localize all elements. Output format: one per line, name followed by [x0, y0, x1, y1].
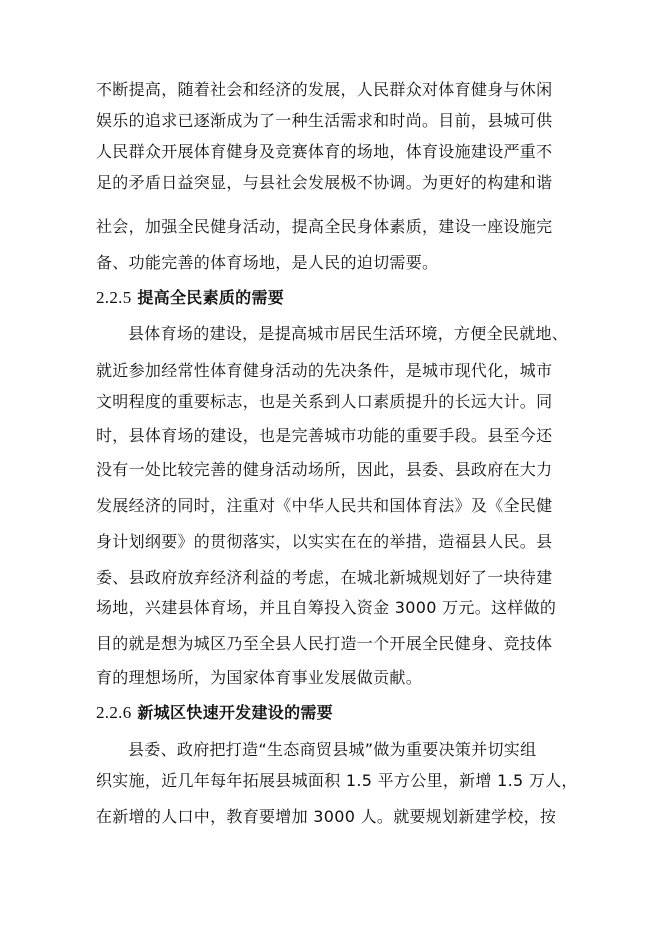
section-heading-2-2-6: [96, 703, 333, 723]
text-line: 发展经济的同时，注重对《中华人民共和国体育法》及《全民健: [96, 496, 553, 515]
text-line: 县委、政府把打造“生态商贸县城”做为重要决策并切实组: [128, 740, 537, 759]
section-number: 2.2.5: [96, 288, 132, 307]
text-line: 委、县政府放弃经济利益的考虑，在城北新城规划好了一块待建: [96, 568, 553, 587]
text-line: 文明程度的重要标志，也是关系到人口素质提升的长远大计。同: [96, 392, 553, 411]
text-line: 身计划纲要》的贯彻落实，以实实在在的举措，造福县人民。县: [96, 532, 553, 551]
text-line: 就近参加经常性体育健身活动的先决条件，是城市现代化，城市: [96, 361, 553, 380]
text-line: 时，县体育场的建设，也是完善城市功能的重要手段。县至今还: [96, 426, 553, 445]
text-line: 人民群众开展体育健身及竞赛体育的场地，体育设施建设严重不: [96, 142, 553, 161]
section-title: 新城区快速开发建设的需要: [137, 703, 333, 722]
text-line: 不断提高，随着社会和经济的发展，人民群众对体育健身与休闲: [96, 80, 553, 99]
text-line: 县体育场的建设，是提高城市居民生活环境，方便全民就地、: [128, 324, 569, 343]
text-line: 备、功能完善的体育场地，是人民的迫切需要。: [96, 253, 439, 272]
text-line: 娱乐的追求已逐渐成为了一种生活需求和时尚。目前，县城可供: [96, 111, 553, 130]
text-line: 在新增的人口中，教育要增加 3000 人。就要规划新建学校，按: [96, 807, 557, 826]
section-title: 提高全民素质的需要: [137, 288, 285, 307]
section-heading-2-2-5: [96, 288, 284, 308]
text-line: 社会，加强全民健身活动，提高全民身体素质，建设一座设施完: [96, 217, 553, 236]
section-number: 2.2.6: [96, 703, 132, 722]
text-line: 育的理想场所，为国家体育事业发展做贡献。: [96, 668, 423, 687]
text-line: 没有一处比较完善的健身活动场所，因此，县委、县政府在大力: [96, 460, 553, 479]
text-line: 足的矛盾日益突显，与县社会发展极不协调。为更好的构建和谐: [96, 173, 553, 192]
text-line: 目的就是想为城区乃至全县人民打造一个开展全民健身、竞技体: [96, 634, 553, 653]
text-line: 场地，兴建县体育场，并且自筹投入资金 3000 万元。这样做的: [96, 598, 557, 617]
text-line: 织实施，近几年每年拓展县城面积 1.5 平方公里，新增 1.5 万人，: [96, 771, 578, 790]
